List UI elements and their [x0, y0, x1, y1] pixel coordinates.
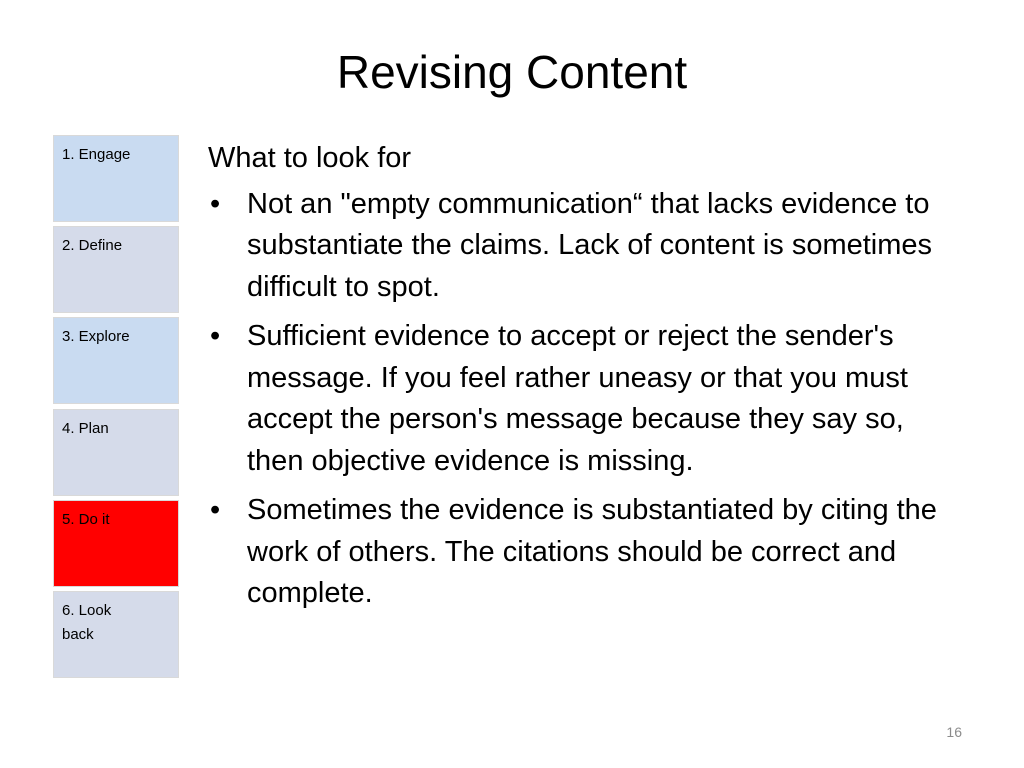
bullet-text: Sufficient evidence to accept or reject the sender's message. If you feel rather uneasy or that you must accept the person's message because they say so, then objective evidence is missing. — [247, 320, 908, 477]
bullet-symbol: • — [210, 187, 221, 220]
step-plan — [52, 408, 180, 497]
step-label: 2. Define — [62, 237, 123, 254]
step-navigation — [52, 134, 182, 682]
bullet-text: Not an "empty communication“ that lacks evidence to substantiate the claims. Lack of content is sometimes difficult to spot. — [247, 187, 933, 303]
step-label: 1. Engage — [62, 146, 131, 163]
bullet-text: Sometimes the evidence is substantiated by citing the work of others. The citations should be correct and complete. — [247, 494, 937, 609]
slide-title: Revising Content — [336, 46, 688, 98]
bullet-symbol: • — [210, 320, 221, 352]
step-explore — [52, 316, 180, 405]
step-do-it — [52, 499, 180, 588]
content-subheading: What to look for — [208, 142, 412, 174]
bullet-item — [208, 316, 968, 482]
step-label: 4. Plan — [62, 420, 109, 437]
step-label: 5. Do it — [62, 511, 110, 528]
step-engage — [52, 134, 180, 223]
page-number: 16 — [946, 724, 962, 740]
step-define — [52, 225, 180, 314]
bullet-symbol: • — [210, 494, 221, 526]
step-look-back — [52, 590, 180, 679]
step-label: 3. Explore — [62, 328, 130, 345]
bullet-item — [208, 184, 968, 309]
step-label: 6. Look back — [62, 602, 112, 643]
bullet-item — [208, 490, 968, 615]
bullet-list — [208, 184, 968, 615]
slide-content — [208, 138, 968, 623]
